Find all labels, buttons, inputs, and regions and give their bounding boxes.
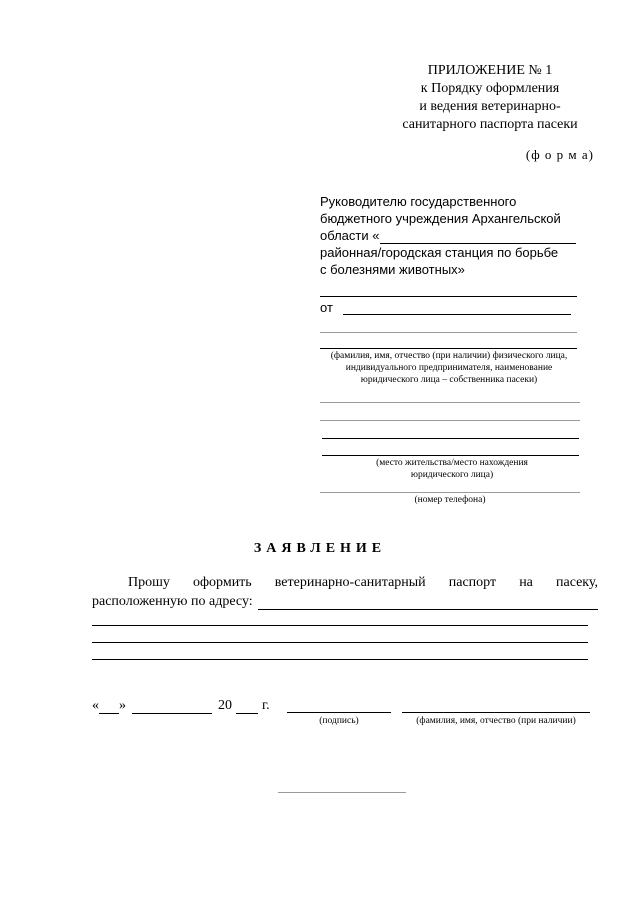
address-caption: (место жительства/место нахождения юридического лица) [376, 458, 528, 480]
signer-name-field[interactable] [402, 712, 590, 713]
date-close-quote: » [119, 698, 126, 713]
recipient-region-text: области « [320, 228, 380, 243]
year-suffix: г. [262, 698, 270, 713]
applicant-name-field[interactable] [343, 300, 571, 315]
date-open-quote: « [92, 698, 99, 713]
date-row [92, 698, 270, 714]
apiary-address-line-3[interactable] [92, 642, 588, 643]
appendix-title: ПРИЛОЖЕНИЕ № 1 [427, 63, 553, 78]
phone-line[interactable] [320, 492, 580, 493]
recipient-block [320, 193, 595, 278]
signature-field[interactable] [287, 712, 391, 713]
statement-line-1 [92, 575, 598, 591]
recipient-line-4: районная/городская станция по борьбе [320, 245, 559, 260]
address-line-2[interactable] [320, 420, 580, 421]
year-field[interactable] [236, 699, 258, 714]
form-label: (ф о р м а) [525, 147, 594, 162]
appendix-line-2: к Порядку оформления [420, 81, 560, 96]
day-field[interactable] [99, 699, 119, 714]
recipient-line-1: Руководителю государственного [320, 194, 517, 209]
apiary-address-line-2[interactable] [92, 625, 588, 626]
statement-text-1: Прошу оформить ветеринарно-санитарный паспорт на пасеку, [128, 575, 598, 590]
address-line-3[interactable] [322, 438, 579, 439]
recipient-line-3 [320, 227, 595, 244]
address-line-4[interactable] [322, 455, 579, 456]
signature-caption: (подпись) [319, 716, 359, 726]
recipient-line-5: с болезнями животных» [320, 262, 465, 277]
footer-separator [278, 792, 406, 793]
station-name-field[interactable] [380, 230, 576, 244]
address-line-1[interactable] [320, 402, 580, 403]
recipient-extra-line[interactable] [320, 296, 577, 297]
year-prefix: 20 [218, 698, 232, 713]
apiary-address-line-4[interactable] [92, 659, 588, 660]
applicant-name-line-3[interactable] [320, 348, 577, 349]
from-label: от [320, 300, 333, 315]
appendix-header [380, 62, 600, 134]
month-field[interactable] [132, 699, 212, 714]
statement-line-2 [92, 594, 598, 610]
applicant-name-line-2[interactable] [320, 332, 577, 333]
statement-text-2: расположенную по адресу: [92, 594, 253, 609]
appendix-line-4: санитарного паспорта пасеки [402, 117, 578, 132]
apiary-address-field[interactable] [258, 595, 598, 610]
phone-caption: (номер телефона) [414, 495, 486, 505]
from-row [320, 300, 580, 315]
statement-title: ЗАЯВЛЕНИЕ [253, 541, 387, 556]
recipient-line-2: бюджетного учреждения Архангельской [320, 211, 561, 226]
appendix-line-3: и ведения ветеринарно- [419, 99, 561, 114]
applicant-caption: (фамилия, имя, отчество (при наличии) физического лица, индивидуального предпринимателя, наименование юридического лица – собственника пасеки) [330, 351, 568, 385]
signer-name-caption: (фамилия, имя, отчество (при наличии) [416, 716, 576, 726]
